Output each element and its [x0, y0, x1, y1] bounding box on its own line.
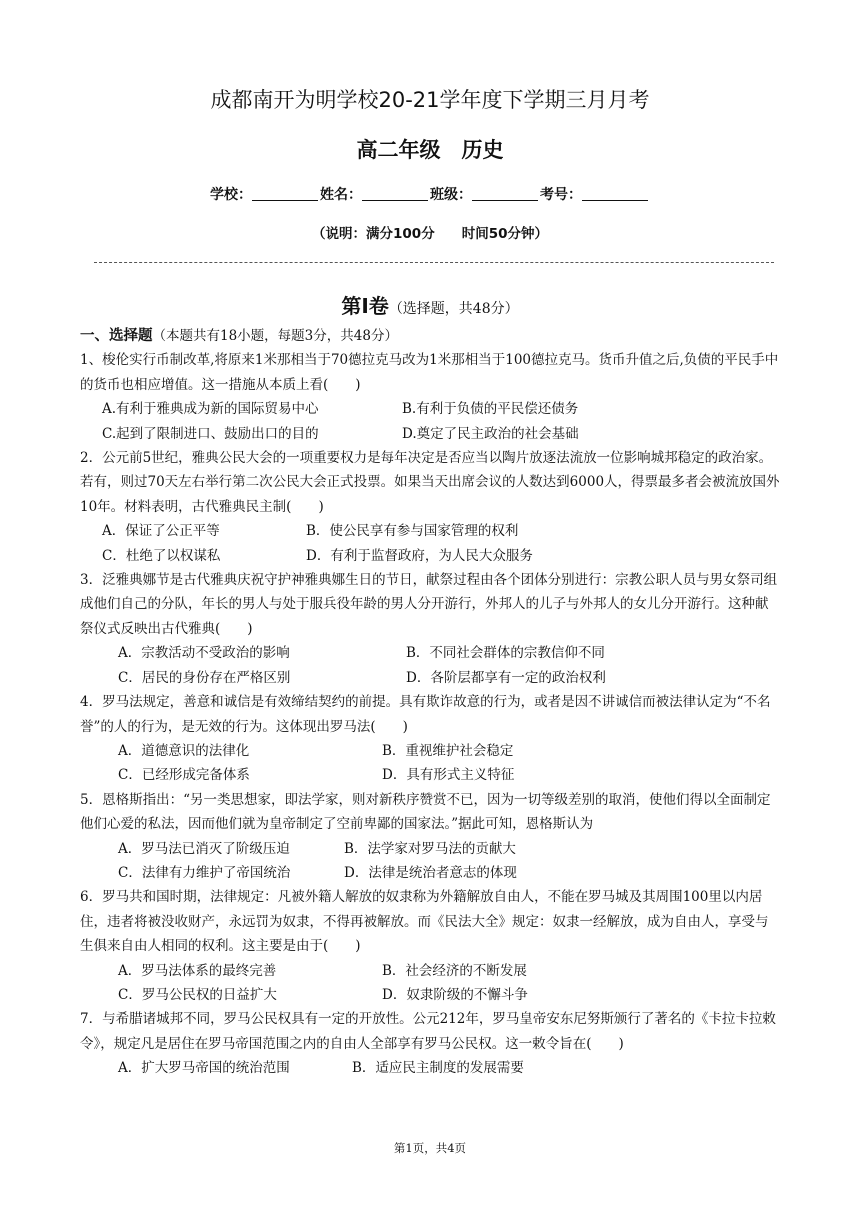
question-5-option-a: A．罗马法已消灭了阶级压迫 — [118, 840, 290, 857]
question-6-option-a: A．罗马法体系的最终完善 — [118, 962, 277, 979]
question-3-option-b: B．不同社会群体的宗教信仰不同 — [406, 645, 605, 662]
question-4-option-b: B．重视维护社会稳定 — [382, 742, 514, 759]
exam-title: 成都南开为明学校20-21学年度下学期三月月考 — [210, 88, 650, 112]
question-4-options — [80, 739, 780, 788]
question-6-option-d: D．奴隶阶级的不懈斗争 — [382, 986, 528, 1003]
exam-subtitle: 高二年级 历史 — [356, 138, 504, 162]
part-heading — [0, 290, 860, 319]
class-blank — [472, 186, 538, 201]
question-1-stem: 1、梭伦实行币制改革,将原来1米那相当于70德拉克马改为1米那相当于100德拉克马。货币升值之后,负债的平民手中的货币也相应增值。这一措施从本质上看( ) — [80, 352, 779, 393]
question-7-options — [80, 1056, 780, 1080]
dashed-divider — [94, 262, 774, 263]
question-6-options — [80, 959, 780, 1008]
question-4-stem: 4．罗马法规定，善意和诚信是有效缔结契约的前提。具有欺诈故意的行为，或者是因不讲诚信而被法律认定为“不名誉”的人的行为，是无效的行为。这体现出罗马法( ) — [80, 694, 771, 735]
questions-area — [80, 324, 780, 1081]
question-3-stem: 3．泛雅典娜节是古代雅典庆祝守护神雅典娜生日的节日，献祭过程由各个团体分别进行：宗教公职人员与男女祭司组成他们自己的分队，年长的男人与处于服兵役年龄的男人分开游行，外邦人的儿子与外邦人的女儿分开游行。这种献祭仪式反映出古代雅典( ) — [80, 572, 778, 637]
class-label: 班级： — [430, 187, 472, 203]
question-2-stem: 2．公元前5世纪，雅典公民大会的一项重要权力是每年决定是否应当以陶片放逐法流放一位影响城邦稳定的政治家。若有，则过70天左右举行第二次公民大会正式投票。如果当天出席会议的人数达到6000人，得票最多者会被流放国外10年。材料表明，古代雅典民主制( ) — [80, 450, 780, 515]
exam-number-label: 考号： — [540, 187, 582, 203]
question-1-options — [80, 397, 780, 446]
question-4-option-d: D．具有形式主义特征 — [382, 767, 515, 784]
question-5-option-c: C．法律有力维护了帝国统治 — [118, 864, 291, 881]
question-1-option-d: D.奠定了民主政治的社会基础 — [402, 425, 579, 442]
question-1-option-c: C.起到了限制进口、鼓励出口的目的 — [102, 425, 319, 442]
section-heading — [80, 324, 780, 348]
question-5-option-d: D．法律是统治者意志的体现 — [344, 864, 517, 881]
question-5-option-b: B．法学家对罗马法的贡献大 — [344, 840, 516, 857]
section-desc: （本题共有18小题，每题3分，共48分） — [152, 328, 398, 344]
student-info-fields — [0, 184, 860, 204]
question-4-option-a: A．道德意识的法律化 — [118, 742, 250, 759]
question-5-options — [80, 837, 780, 886]
question-7-option-a: A．扩大罗马帝国的统治范围 — [118, 1060, 290, 1077]
question-1-option-a: A.有利于雅典成为新的国际贸易中心 — [102, 401, 319, 418]
question-4-option-c: C．已经形成完备体系 — [118, 767, 250, 784]
question-6-option-c: C．罗马公民权的日益扩大 — [118, 986, 277, 1003]
name-label: 姓名： — [320, 187, 362, 203]
question-3-option-c: C．居民的身份存在严格区别 — [118, 669, 291, 686]
question-6-stem: 6．罗马共和国时期，法律规定：凡被外籍人解放的奴隶称为外籍解放自由人，不能在罗马城及其周围100里以内居住，违者将被没收财产，永远罚为奴隶，不得再被解放。而《民法大全》规定：奴隶一经解放，成为自由人，享受与生俱来自由人相同的权利。这主要是由于( ) — [80, 889, 769, 955]
question-1-option-b: B.有利于负债的平民偿还债务 — [402, 401, 579, 418]
question-7-option-b: B．适应民主制度的发展需要 — [352, 1060, 524, 1077]
question-3-option-a: A．宗教活动不受政治的影响 — [118, 645, 290, 662]
question-2-options — [80, 519, 780, 568]
school-label: 学校： — [210, 187, 252, 203]
question-7-stem: 7．与希腊诸城邦不同，罗马公民权具有一定的开放性。公元212年，罗马皇帝安东尼努斯颁行了著名的《卡拉卡拉敕令》，规定凡是居住在罗马帝国范围之内的自由人全部享有罗马公民权。这一敕令旨在( ) — [80, 1011, 776, 1052]
exam-number-blank — [582, 186, 648, 201]
question-5-stem: 5．恩格斯指出：“另一类思想家，即法学家，则对新秩序赞赏不已，因为一切等级差别的取消，使他们得以全面制定他们心爱的私法，因而他们就为皇帝制定了空前卑鄙的国家法。”据此可知，恩格斯认为 — [80, 791, 771, 833]
question-2-option-a: A．保证了公正平等 — [102, 523, 220, 540]
question-2-option-c: C．杜绝了以权谋私 — [102, 547, 221, 564]
exam-note: （说明：满分100分 时间50分钟） — [312, 226, 548, 242]
question-2-option-d: D．有利于监督政府，为人民大众服务 — [306, 547, 533, 564]
part-desc: （选择题，共48分） — [388, 301, 519, 317]
question-6-option-b: B．社会经济的不断发展 — [382, 962, 527, 979]
part-label: 第Ⅰ卷 — [341, 294, 389, 318]
name-blank — [362, 186, 428, 201]
question-2-option-b: B．使公民享有参与国家管理的权利 — [306, 523, 519, 540]
question-3-options — [80, 641, 780, 690]
page-footer: 第1页，共4页 — [393, 1141, 467, 1155]
school-blank — [252, 186, 318, 201]
section-title: 一、选择题 — [80, 327, 153, 344]
question-3-option-d: D．各阶层都享有一定的政治权利 — [406, 669, 606, 686]
